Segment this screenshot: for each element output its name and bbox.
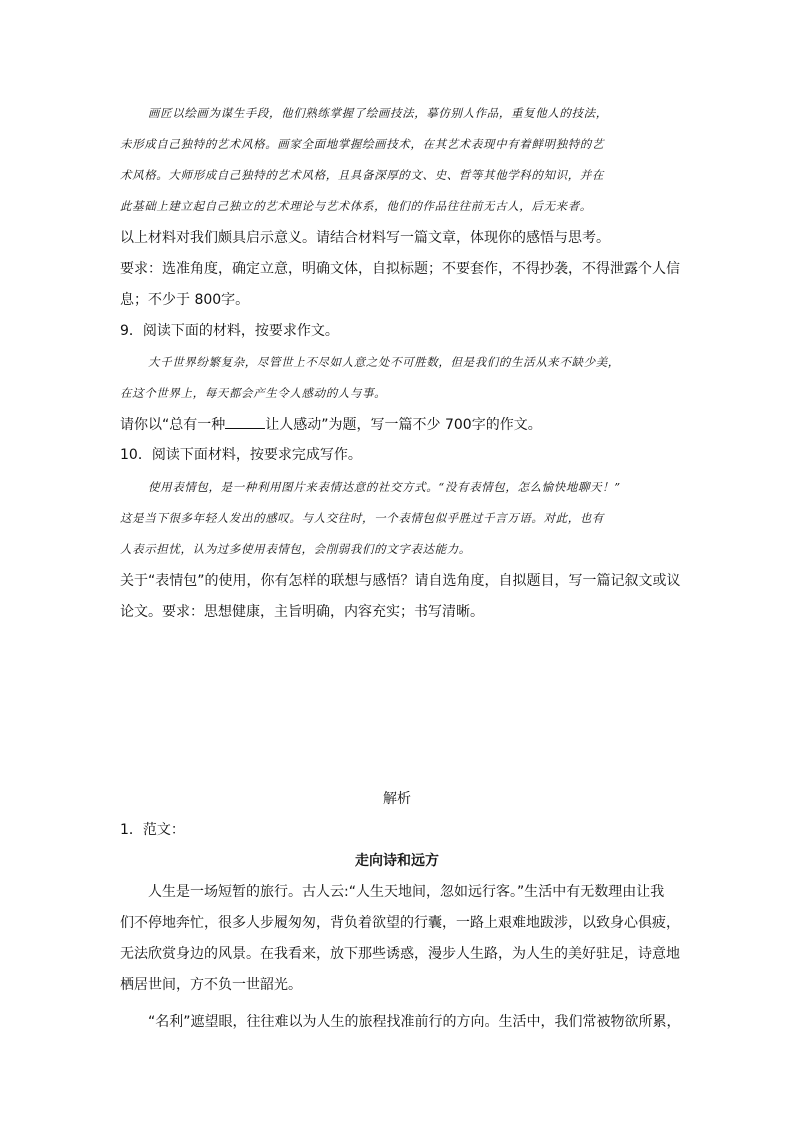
material-line: 此基础上建立起自己独立的艺术理论与艺术体系，他们的作品往往前无古人，后无来者。 (120, 199, 592, 213)
essay-line: 栖居世间，方不负一世韶光。 (120, 977, 302, 993)
writing-requirement: 息；不少于 800字。 (120, 292, 250, 308)
question-heading: 9．阅读下面的材料，按要求作文。 (120, 323, 339, 339)
analysis-title: 解析 (383, 791, 411, 807)
material-line: 画匠以绘画为谋生手段，他们熟练掌握了绘画技法，摹仿别人作品，重复他人的技法， (148, 106, 608, 120)
essay-line: 无法欣赏身边的风景。在我看来，放下那些诱惑，漫步人生路，为人生的美好驻足，诗意地 (120, 946, 680, 962)
prompt-text: 请你以“总有一种 (120, 417, 226, 433)
analysis-item: 1．范文： (120, 822, 185, 838)
question-heading: 10．阅读下面材料，按要求完成写作。 (120, 447, 362, 463)
writing-prompt: 以上材料对我们颇具启示意义。请结合材料写一篇文章，体现你的感悟与思考。 (120, 230, 610, 246)
prompt-text: 让人感动”为题，写一篇不少 700字的作文。 (265, 417, 542, 433)
essay-line: “名利”遮望眼，往往难以为人生的旅程找准前行的方向。生活中，我们常被物欲所累， (148, 1014, 681, 1030)
material-line: 大千世界纷繁复杂，尽管世上不尽如人意之处不可胜数，但是我们的生活从来不缺少美， (148, 355, 620, 369)
essay-title: 走向诗和远方 (355, 853, 439, 869)
essay-line: 们不停地奔忙，很多人步履匆匆，背负着欲望的行囊，一路上艰难地跋涉，以致身心俱疲， (120, 915, 680, 931)
essay-line: 人生是一场短暂的旅行。古人云:“人生天地间，忽如远行客。”生活中有无数理由让我 (148, 884, 665, 900)
writing-prompt: 关于“表情包”的使用，你有怎样的联想与感悟？请自选角度，自拟题目，写一篇记叙文或议 (120, 573, 681, 589)
writing-requirement: 要求：选准角度，确定立意，明确文体，自拟标题；不要套作，不得抄袭，不得泄露个人信 (120, 261, 680, 277)
material-line: 在这个世界上，每天都会产生令人感动的人与事。 (120, 386, 387, 400)
material-line: 这是当下很多年轻人发出的感叹。与人交往时，一个表情包似乎胜过千言万语。对此，也有 (120, 511, 604, 525)
fill-blank (225, 414, 265, 429)
material-line: 使用表情包，是一种利用图片来表情达意的社交方式。“没有表情包，怎么愉快地聊天！” (148, 480, 621, 494)
writing-prompt: 论文。要求：思想健康，主旨明确，内容充实；书写清晰。 (120, 604, 484, 620)
material-line: 人表示担忧，认为过多使用表情包，会削弱我们的文字表达能力。 (120, 542, 471, 556)
writing-prompt (120, 414, 542, 435)
material-line: 术风格。大师形成自己独特的艺术风格，且具备深厚的文、史、哲等其他学科的知识，并在 (120, 168, 604, 182)
material-line: 未形成自己独特的艺术风格。画家全面地掌握绘画技术，在其艺术表现中有着鲜明独特的艺 (120, 137, 604, 151)
